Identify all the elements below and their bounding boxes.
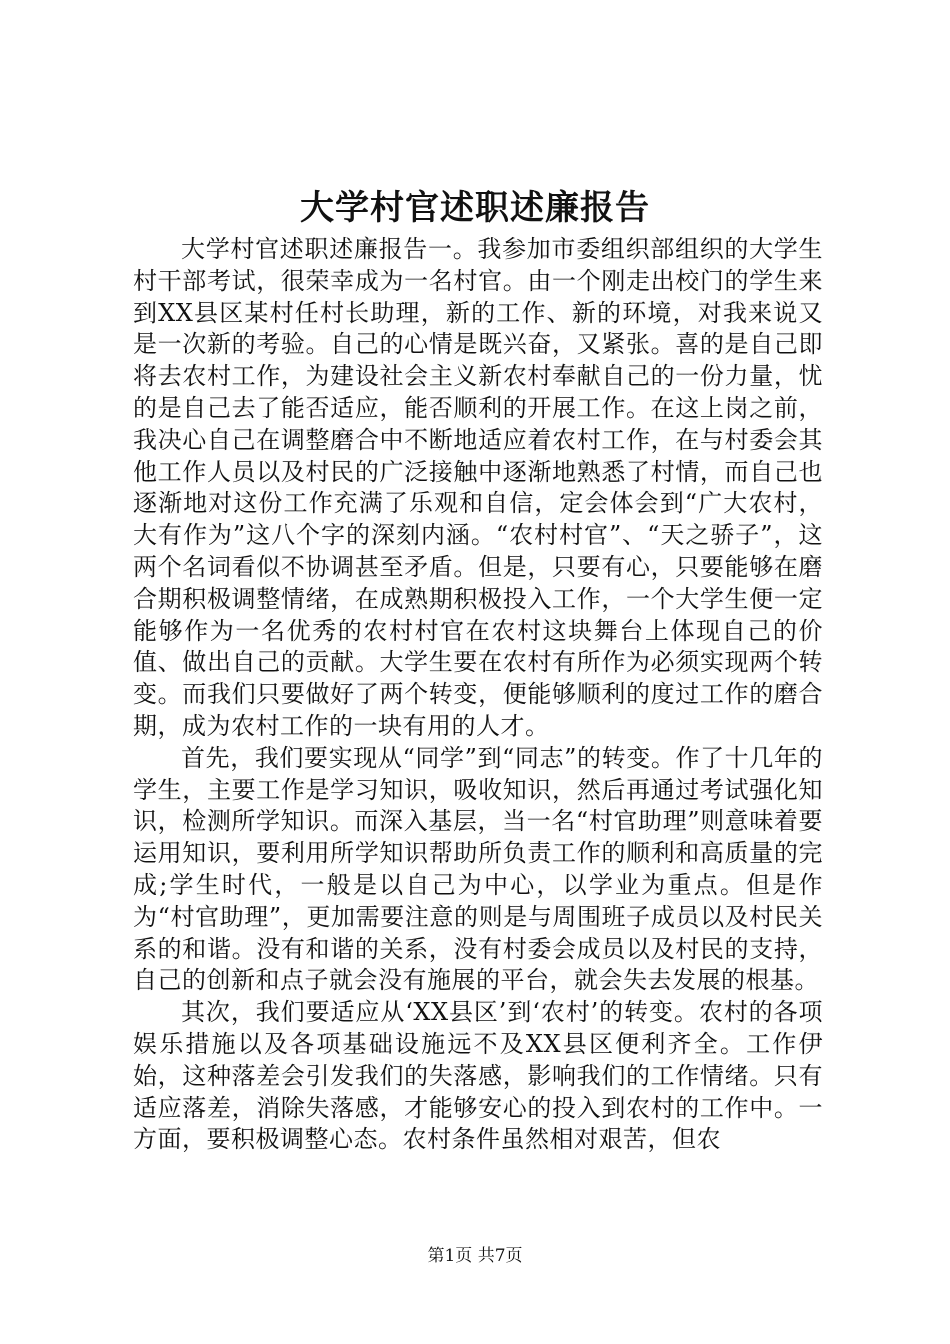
- paragraph: 大学村官述职述廉报告一。我参加市委组织部组织的大学生村干部考试，很荣幸成为一名村官。由一个刚走出校门的学生来到XX县区某村任村长助理，新的工作、新的环境，对我来说又是一次新的考验。自己的心情是既兴奋，又紧张。喜的是自己即将去农村工作，为建设社会主义新农村奉献自己的一份力量，忧的是自己去了能否适应，能否顺利的开展工作。在这上岗之前，我决心自己在调整磨合中不断地适应着农村工作，在与村委会其他工作人员以及村民的广泛接触中逐渐地熟悉了村情，而自己也逐渐地对这份工作充满了乐观和自信，定会体会到“广大农村，大有作为”这八个字的深刻内涵。“农村村官”、“天之骄子”，这两个名词看似不协调甚至矛盾。但是，只要有心，只要能够在磨合期积极调整情绪，在成熟期积极投入工作，一个大学生便一定能够作为一名优秀的农村村官在农村这块舞台上体现自己的价值、做出自己的贡献。大学生要在农村有所作为必须实现两个转变。而我们只要做好了两个转变，便能够顺利的度过工作的磨合期，成为农村工作的一块有用的人才。: [133, 235, 823, 740]
- page-footer: 第1页 共7页: [427, 1246, 523, 1266]
- document-title: 大学村官述职述廉报告: [300, 188, 650, 228]
- paragraph: 其次，我们要适应从‘XX县区’到‘农村’的转变。农村的各项娱乐措施以及各项基础设施远不及XX县区便利齐全。工作伊始，这种落差会引发我们的失落感，影响我们的工作情绪。只有适应落差，消除失落感，才能够安心的投入到农村的工作中。一方面，要积极调整心态。农村条件虽然相对艰苦，但农: [133, 998, 823, 1154]
- paragraph: 首先，我们要实现从“同学”到“同志”的转变。作了十几年的学生，主要工作是学习知识，吸收知识，然后再通过考试强化知识，检测所学知识。而深入基层，当一名“村官助理”则意味着要运用知识，要利用所学知识帮助所负责工作的顺利和高质量的完成;学生时代，一般是以自己为中心，以学业为重点。但是作为“村官助理”，更加需要注意的则是与周围班子成员以及村民关系的和谐。没有和谐的关系，没有村委会成员以及村民的支持，自己的创新和点子就会没有施展的平台，就会失去发展的根基。: [133, 743, 823, 995]
- document-body: [133, 234, 823, 1156]
